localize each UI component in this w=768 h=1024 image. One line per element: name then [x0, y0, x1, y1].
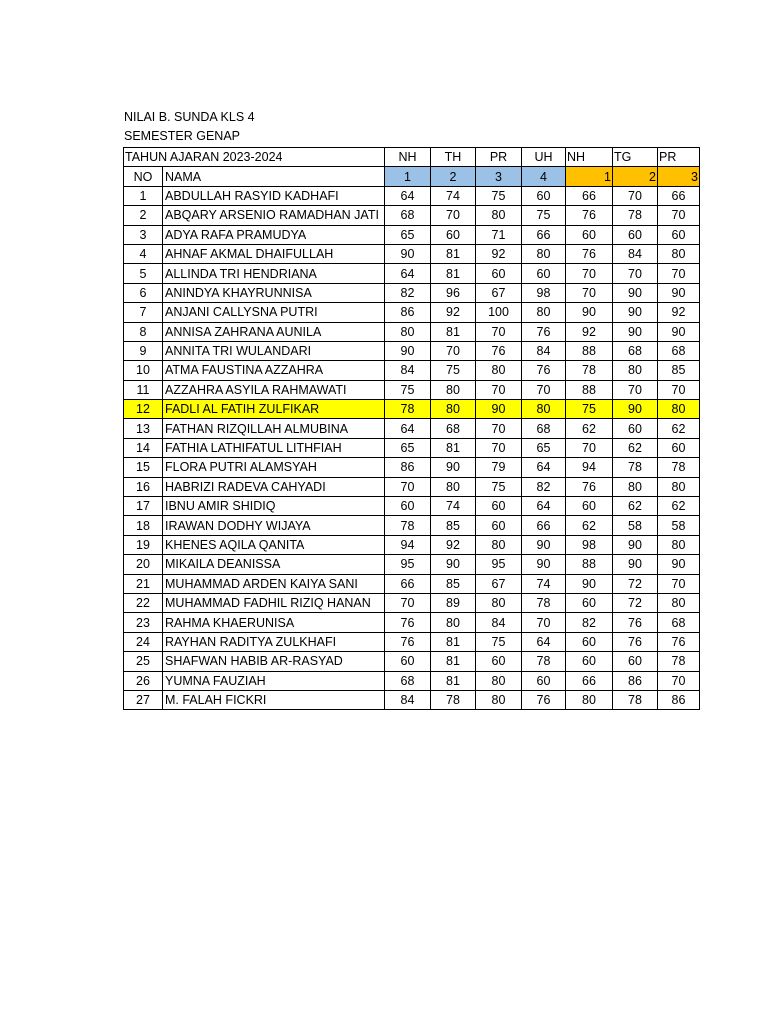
- score-cell: 78: [613, 206, 658, 225]
- score-cell: 90: [658, 283, 700, 302]
- score-cell: 66: [522, 225, 566, 244]
- student-name: MIKAILA DEANISSA: [163, 555, 385, 574]
- score-cell: 90: [566, 303, 613, 322]
- table-row: [124, 322, 700, 341]
- score-cell: 66: [522, 516, 566, 535]
- score-cell: 64: [385, 419, 431, 438]
- score-cell: 90: [613, 400, 658, 419]
- student-name: M. FALAH FICKRI: [163, 690, 385, 709]
- score-cell: 90: [613, 555, 658, 574]
- score-cell: 85: [431, 516, 476, 535]
- score-cell: 96: [431, 283, 476, 302]
- score-cell: 80: [522, 244, 566, 263]
- table-row: [124, 264, 700, 283]
- table-row: [124, 341, 700, 360]
- score-cell: 90: [658, 322, 700, 341]
- score-cell: 82: [522, 477, 566, 496]
- score-cell: 76: [385, 613, 431, 632]
- score-cell: 75: [476, 186, 522, 205]
- score-cell: 70: [566, 264, 613, 283]
- score-cell: 75: [385, 380, 431, 399]
- score-cell: 60: [613, 225, 658, 244]
- score-cell: 80: [476, 593, 522, 612]
- score-cell: 80: [476, 671, 522, 690]
- student-name: ALLINDA TRI HENDRIANA: [163, 264, 385, 283]
- grades-table: [123, 147, 700, 710]
- col-number-1: 1: [385, 167, 431, 186]
- row-number: 9: [124, 341, 163, 360]
- score-cell: 80: [613, 361, 658, 380]
- score-cell: 60: [476, 497, 522, 516]
- score-cell: 74: [431, 186, 476, 205]
- score-cell: 60: [476, 264, 522, 283]
- row-number: 24: [124, 632, 163, 651]
- student-name: IRAWAN DODHY WIJAYA: [163, 516, 385, 535]
- score-cell: 60: [476, 652, 522, 671]
- score-cell: 76: [566, 206, 613, 225]
- score-cell: 81: [431, 632, 476, 651]
- score-cell: 90: [431, 555, 476, 574]
- col-number-2: 2: [431, 167, 476, 186]
- student-name: IBNU AMIR SHIDIQ: [163, 497, 385, 516]
- col-header-tg: TG: [613, 148, 658, 167]
- score-cell: 78: [613, 690, 658, 709]
- col-header-pr-2: PR: [658, 148, 700, 167]
- table-row: [124, 206, 700, 225]
- score-cell: 60: [522, 186, 566, 205]
- col-header-nh-1: NH: [385, 148, 431, 167]
- score-cell: 70: [658, 380, 700, 399]
- score-cell: 98: [566, 535, 613, 554]
- row-number: 27: [124, 690, 163, 709]
- score-cell: 79: [476, 458, 522, 477]
- student-name: FATHAN RIZQILLAH ALMUBINA: [163, 419, 385, 438]
- row-number: 6: [124, 283, 163, 302]
- score-cell: 72: [613, 593, 658, 612]
- score-cell: 80: [522, 400, 566, 419]
- table-row: [124, 438, 700, 457]
- score-cell: 60: [431, 225, 476, 244]
- score-cell: 82: [385, 283, 431, 302]
- score-cell: 70: [431, 206, 476, 225]
- score-cell: 62: [613, 438, 658, 457]
- score-cell: 75: [431, 361, 476, 380]
- student-name: ANJANI CALLYSNA PUTRI: [163, 303, 385, 322]
- row-number: 8: [124, 322, 163, 341]
- table-row: [124, 555, 700, 574]
- student-name: YUMNA FAUZIAH: [163, 671, 385, 690]
- row-number: 5: [124, 264, 163, 283]
- header-row-numbers: [124, 167, 700, 186]
- table-row: [124, 458, 700, 477]
- row-number: 26: [124, 671, 163, 690]
- score-cell: 60: [566, 632, 613, 651]
- table-row: [124, 361, 700, 380]
- student-name: ATMA FAUSTINA AZZAHRA: [163, 361, 385, 380]
- score-cell: 60: [522, 671, 566, 690]
- score-cell: 76: [385, 632, 431, 651]
- student-name: AHNAF AKMAL DHAIFULLAH: [163, 244, 385, 263]
- score-cell: 80: [431, 400, 476, 419]
- score-cell: 80: [431, 380, 476, 399]
- score-cell: 81: [431, 671, 476, 690]
- table-row: [124, 613, 700, 632]
- score-cell: 98: [522, 283, 566, 302]
- table-row: [124, 632, 700, 651]
- col-number-3: 3: [476, 167, 522, 186]
- header-row-year: [124, 148, 700, 167]
- score-cell: 90: [476, 400, 522, 419]
- score-cell: 81: [431, 244, 476, 263]
- score-cell: 76: [476, 341, 522, 360]
- table-row: [124, 283, 700, 302]
- student-name: AZZAHRA ASYILA RAHMAWATI: [163, 380, 385, 399]
- semester-label: SEMESTER GENAP: [124, 129, 240, 143]
- academic-year-label: TAHUN AJARAN 2023-2024: [124, 148, 385, 167]
- score-cell: 60: [613, 419, 658, 438]
- table-row: [124, 477, 700, 496]
- score-cell: 70: [385, 593, 431, 612]
- score-cell: 78: [658, 458, 700, 477]
- score-cell: 65: [385, 438, 431, 457]
- score-cell: 78: [385, 516, 431, 535]
- score-cell: 62: [566, 516, 613, 535]
- score-cell: 60: [385, 652, 431, 671]
- row-number: 1: [124, 186, 163, 205]
- score-cell: 70: [431, 341, 476, 360]
- row-number: 11: [124, 380, 163, 399]
- score-cell: 66: [566, 186, 613, 205]
- score-cell: 60: [566, 593, 613, 612]
- score-cell: 70: [385, 477, 431, 496]
- score-cell: 94: [566, 458, 613, 477]
- score-cell: 70: [522, 380, 566, 399]
- score-cell: 60: [522, 264, 566, 283]
- score-cell: 68: [431, 419, 476, 438]
- score-cell: 70: [658, 574, 700, 593]
- row-number: 22: [124, 593, 163, 612]
- score-cell: 80: [658, 400, 700, 419]
- score-cell: 78: [566, 361, 613, 380]
- score-cell: 70: [566, 438, 613, 457]
- row-number: 10: [124, 361, 163, 380]
- row-number: 23: [124, 613, 163, 632]
- score-cell: 76: [566, 244, 613, 263]
- table-row: [124, 303, 700, 322]
- score-cell: 80: [476, 206, 522, 225]
- score-cell: 62: [566, 419, 613, 438]
- col-header-pr-1: PR: [476, 148, 522, 167]
- score-cell: 90: [385, 341, 431, 360]
- row-number: 12: [124, 400, 163, 419]
- row-number: 17: [124, 497, 163, 516]
- score-cell: 60: [658, 438, 700, 457]
- score-cell: 84: [385, 361, 431, 380]
- score-cell: 60: [385, 497, 431, 516]
- row-number: 18: [124, 516, 163, 535]
- score-cell: 80: [658, 593, 700, 612]
- score-cell: 80: [566, 690, 613, 709]
- student-name: KHENES AQILA QANITA: [163, 535, 385, 554]
- score-cell: 66: [385, 574, 431, 593]
- row-number: 20: [124, 555, 163, 574]
- row-number: 13: [124, 419, 163, 438]
- score-cell: 76: [522, 690, 566, 709]
- score-cell: 70: [522, 613, 566, 632]
- student-name: ABDULLAH RASYID KADHAFI: [163, 186, 385, 205]
- score-cell: 80: [658, 477, 700, 496]
- score-cell: 86: [658, 690, 700, 709]
- score-cell: 80: [476, 535, 522, 554]
- score-cell: 68: [658, 613, 700, 632]
- table-row: [124, 186, 700, 205]
- score-cell: 90: [522, 535, 566, 554]
- table-row: [124, 419, 700, 438]
- score-cell: 76: [522, 361, 566, 380]
- score-cell: 80: [431, 613, 476, 632]
- score-cell: 84: [613, 244, 658, 263]
- score-cell: 76: [522, 322, 566, 341]
- score-cell: 58: [613, 516, 658, 535]
- score-cell: 94: [385, 535, 431, 554]
- score-cell: 100: [476, 303, 522, 322]
- score-cell: 76: [566, 477, 613, 496]
- table-row: [124, 593, 700, 612]
- score-cell: 88: [566, 341, 613, 360]
- score-cell: 78: [522, 593, 566, 612]
- score-cell: 66: [566, 671, 613, 690]
- table-row: [124, 516, 700, 535]
- table-row: [124, 574, 700, 593]
- score-cell: 80: [476, 690, 522, 709]
- row-number: 21: [124, 574, 163, 593]
- score-cell: 92: [476, 244, 522, 263]
- sheet-title: NILAI B. SUNDA KLS 4: [124, 110, 255, 124]
- col-header-nh-2: NH: [566, 148, 613, 167]
- score-cell: 80: [522, 303, 566, 322]
- score-cell: 80: [476, 361, 522, 380]
- col-number-5: 1: [566, 167, 613, 186]
- score-cell: 70: [476, 438, 522, 457]
- score-cell: 71: [476, 225, 522, 244]
- score-cell: 74: [522, 574, 566, 593]
- score-cell: 95: [385, 555, 431, 574]
- score-cell: 88: [566, 380, 613, 399]
- score-cell: 86: [385, 303, 431, 322]
- student-name: HABRIZI RADEVA CAHYADI: [163, 477, 385, 496]
- score-cell: 76: [613, 632, 658, 651]
- score-cell: 68: [522, 419, 566, 438]
- score-cell: 70: [476, 380, 522, 399]
- score-cell: 68: [385, 206, 431, 225]
- row-number: 16: [124, 477, 163, 496]
- score-cell: 85: [431, 574, 476, 593]
- score-cell: 60: [658, 225, 700, 244]
- score-cell: 60: [613, 652, 658, 671]
- score-cell: 78: [522, 652, 566, 671]
- score-cell: 70: [658, 206, 700, 225]
- score-cell: 70: [613, 186, 658, 205]
- score-cell: 84: [476, 613, 522, 632]
- student-name: ADYA RAFA PRAMUDYA: [163, 225, 385, 244]
- student-name: FADLI AL FATIH ZULFIKAR: [163, 400, 385, 419]
- score-cell: 90: [613, 322, 658, 341]
- score-cell: 68: [658, 341, 700, 360]
- col-number-6: 2: [613, 167, 658, 186]
- score-cell: 60: [566, 225, 613, 244]
- score-cell: 67: [476, 574, 522, 593]
- student-name: RAYHAN RADITYA ZULKHAFI: [163, 632, 385, 651]
- score-cell: 75: [476, 632, 522, 651]
- score-cell: 90: [613, 283, 658, 302]
- student-name: ANINDYA KHAYRUNNISA: [163, 283, 385, 302]
- score-cell: 86: [385, 458, 431, 477]
- score-cell: 65: [385, 225, 431, 244]
- score-cell: 82: [566, 613, 613, 632]
- table-row: [124, 671, 700, 690]
- score-cell: 62: [658, 419, 700, 438]
- score-cell: 58: [658, 516, 700, 535]
- score-cell: 81: [431, 652, 476, 671]
- score-cell: 60: [476, 516, 522, 535]
- score-cell: 70: [658, 671, 700, 690]
- no-header: NO: [124, 167, 163, 186]
- student-name: RAHMA KHAERUNISA: [163, 613, 385, 632]
- score-cell: 80: [613, 477, 658, 496]
- score-cell: 92: [658, 303, 700, 322]
- score-cell: 90: [658, 555, 700, 574]
- score-cell: 70: [613, 380, 658, 399]
- score-cell: 75: [476, 477, 522, 496]
- score-cell: 90: [613, 303, 658, 322]
- table-row: [124, 244, 700, 263]
- student-name: SHAFWAN HABIB AR-RASYAD: [163, 652, 385, 671]
- score-cell: 64: [385, 186, 431, 205]
- score-cell: 90: [385, 244, 431, 263]
- score-cell: 70: [566, 283, 613, 302]
- score-cell: 76: [613, 613, 658, 632]
- score-cell: 90: [613, 535, 658, 554]
- score-cell: 70: [658, 264, 700, 283]
- score-cell: 70: [476, 322, 522, 341]
- score-cell: 72: [613, 574, 658, 593]
- score-cell: 67: [476, 283, 522, 302]
- score-cell: 76: [658, 632, 700, 651]
- row-number: 3: [124, 225, 163, 244]
- score-cell: 68: [613, 341, 658, 360]
- score-cell: 90: [566, 574, 613, 593]
- student-name: ANNITA TRI WULANDARI: [163, 341, 385, 360]
- table-row: [124, 497, 700, 516]
- table-row: [124, 690, 700, 709]
- student-name: FLORA PUTRI ALAMSYAH: [163, 458, 385, 477]
- table-row: [124, 400, 700, 419]
- row-number: 7: [124, 303, 163, 322]
- score-cell: 78: [658, 652, 700, 671]
- score-cell: 88: [566, 555, 613, 574]
- score-cell: 68: [385, 671, 431, 690]
- student-name: MUHAMMAD FADHIL RIZIQ HANAN: [163, 593, 385, 612]
- student-name: ABQARY ARSENIO RAMADHAN JATI: [163, 206, 385, 225]
- score-cell: 60: [566, 497, 613, 516]
- table-row: [124, 225, 700, 244]
- score-cell: 80: [385, 322, 431, 341]
- score-cell: 81: [431, 322, 476, 341]
- score-cell: 85: [658, 361, 700, 380]
- student-name: FATHIA LATHIFATUL LITHFIAH: [163, 438, 385, 457]
- score-cell: 92: [566, 322, 613, 341]
- score-cell: 80: [658, 244, 700, 263]
- row-number: 25: [124, 652, 163, 671]
- student-name: MUHAMMAD ARDEN KAIYA SANI: [163, 574, 385, 593]
- score-cell: 92: [431, 535, 476, 554]
- score-cell: 64: [522, 458, 566, 477]
- table-row: [124, 535, 700, 554]
- score-cell: 90: [522, 555, 566, 574]
- score-cell: 86: [613, 671, 658, 690]
- score-cell: 80: [658, 535, 700, 554]
- score-cell: 66: [658, 186, 700, 205]
- score-cell: 78: [613, 458, 658, 477]
- student-name: ANNISA ZAHRANA AUNILA: [163, 322, 385, 341]
- score-cell: 65: [522, 438, 566, 457]
- score-cell: 64: [385, 264, 431, 283]
- col-header-uh: UH: [522, 148, 566, 167]
- table-row: [124, 652, 700, 671]
- col-header-th: TH: [431, 148, 476, 167]
- score-cell: 60: [566, 652, 613, 671]
- score-cell: 64: [522, 497, 566, 516]
- score-cell: 84: [522, 341, 566, 360]
- score-cell: 81: [431, 264, 476, 283]
- row-number: 4: [124, 244, 163, 263]
- score-cell: 75: [566, 400, 613, 419]
- score-cell: 70: [613, 264, 658, 283]
- score-cell: 62: [658, 497, 700, 516]
- name-header: NAMA: [163, 167, 385, 186]
- table-row: [124, 380, 700, 399]
- score-cell: 78: [431, 690, 476, 709]
- score-cell: 84: [385, 690, 431, 709]
- score-cell: 64: [522, 632, 566, 651]
- score-cell: 90: [431, 458, 476, 477]
- score-cell: 74: [431, 497, 476, 516]
- score-cell: 78: [385, 400, 431, 419]
- score-cell: 89: [431, 593, 476, 612]
- row-number: 14: [124, 438, 163, 457]
- row-number: 19: [124, 535, 163, 554]
- score-cell: 92: [431, 303, 476, 322]
- col-number-4: 4: [522, 167, 566, 186]
- score-cell: 70: [476, 419, 522, 438]
- col-number-7: 3: [658, 167, 700, 186]
- row-number: 2: [124, 206, 163, 225]
- score-cell: 95: [476, 555, 522, 574]
- row-number: 15: [124, 458, 163, 477]
- score-cell: 62: [613, 497, 658, 516]
- score-cell: 81: [431, 438, 476, 457]
- score-cell: 75: [522, 206, 566, 225]
- score-cell: 80: [431, 477, 476, 496]
